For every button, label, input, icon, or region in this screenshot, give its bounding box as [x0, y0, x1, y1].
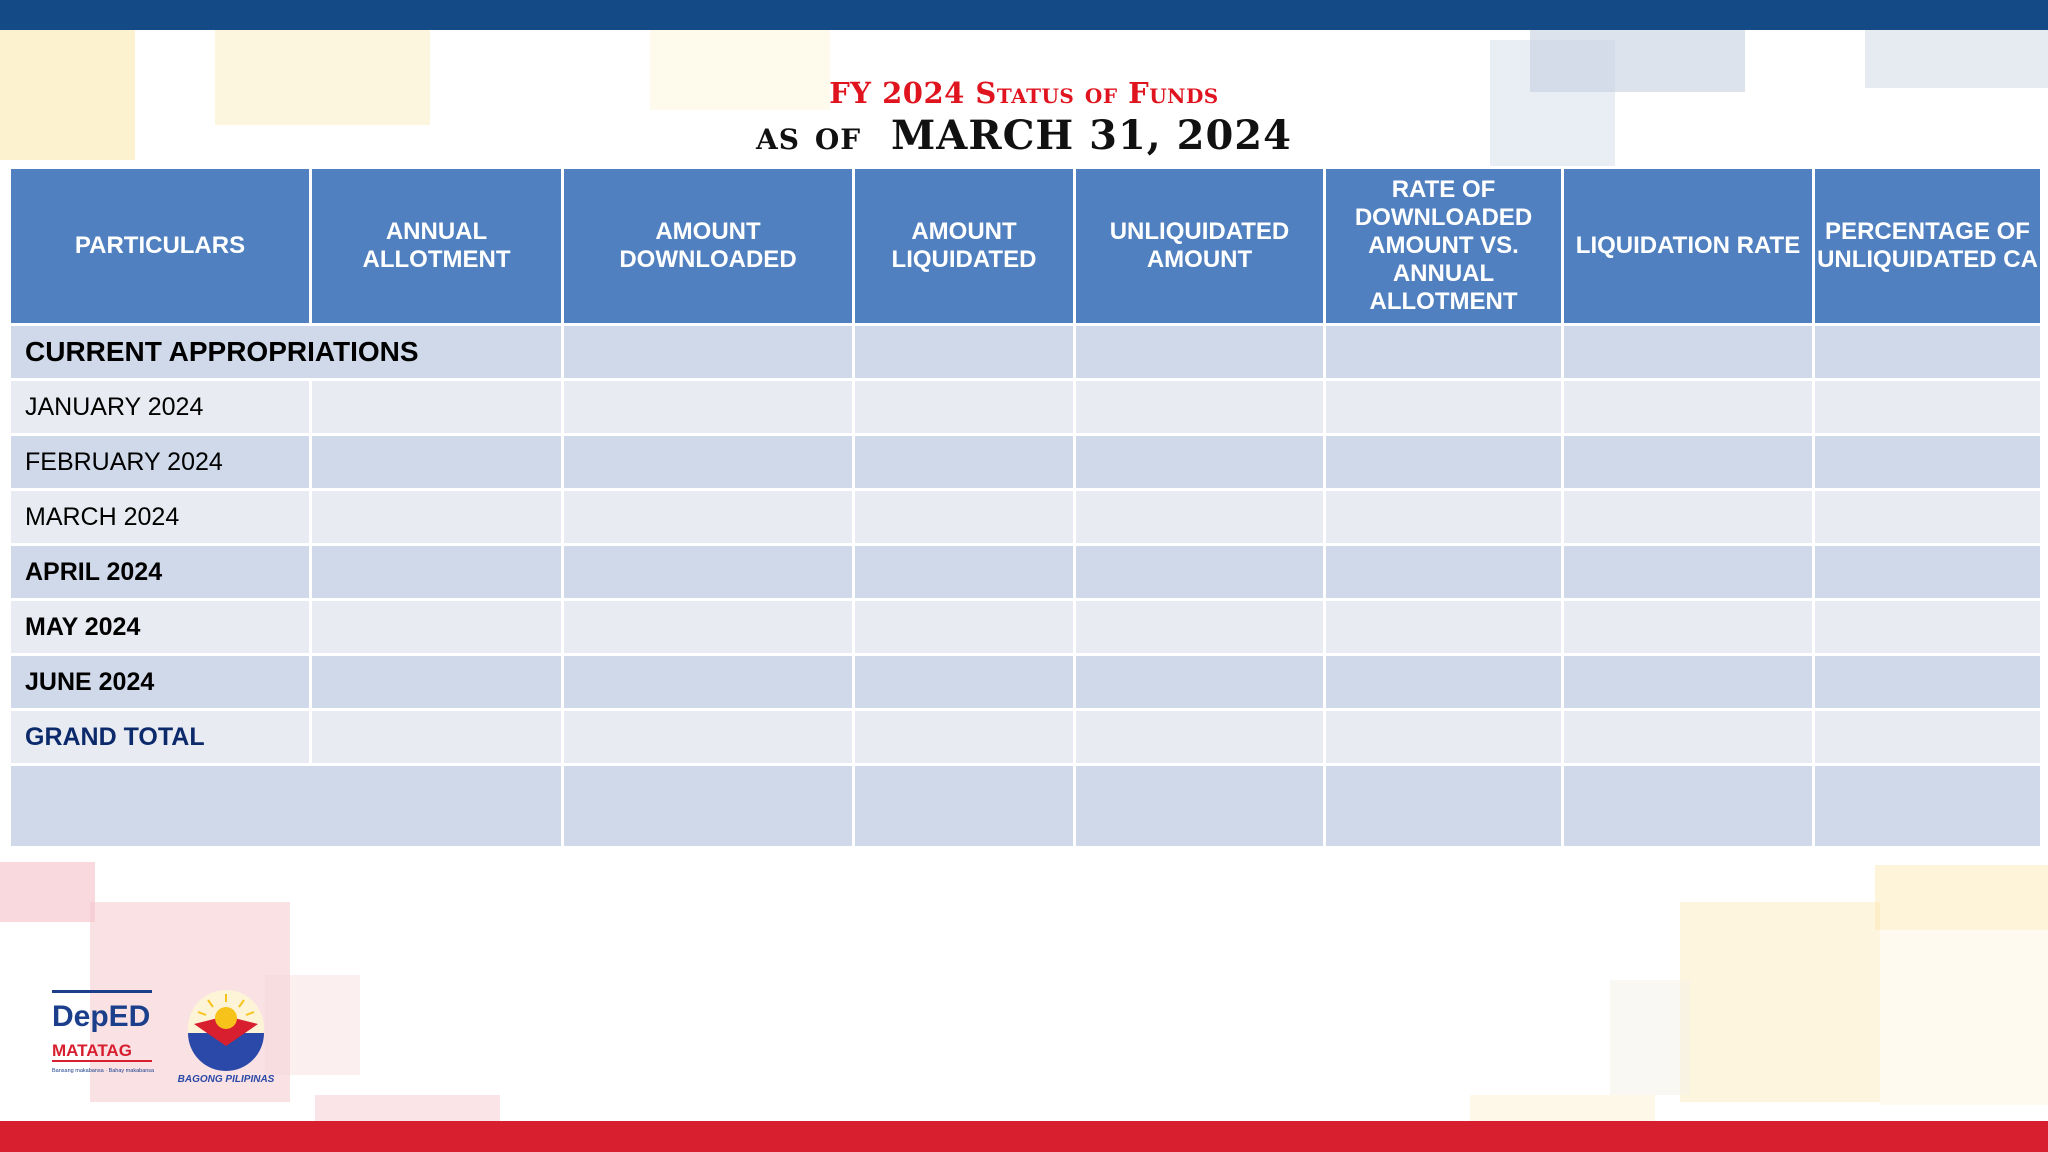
table-cell	[1075, 545, 1325, 600]
subtitle-prefix: as of	[756, 112, 862, 159]
table-cell	[1814, 655, 2042, 710]
column-header: AMOUNT DOWNLOADED	[563, 168, 854, 325]
table-cell	[1563, 380, 1814, 435]
row-label: JUNE 2024	[10, 655, 311, 710]
table-cell	[1563, 490, 1814, 545]
table-cell	[1814, 325, 2042, 380]
table-cell	[854, 435, 1075, 490]
table-cell	[1325, 710, 1563, 765]
table-cell	[1563, 600, 1814, 655]
table-cell	[1325, 435, 1563, 490]
table-cell	[854, 490, 1075, 545]
page-subtitle	[0, 112, 2048, 159]
table-cell	[1814, 545, 2042, 600]
table-cell	[563, 380, 854, 435]
decorative-square	[1610, 980, 1690, 1095]
table-cell	[311, 490, 563, 545]
column-header: PERCENTAGE OF UNLIQUIDATED CA	[1814, 168, 2042, 325]
table-row	[10, 435, 2042, 490]
table-cell	[1075, 490, 1325, 545]
column-header: PARTICULARS	[10, 168, 311, 325]
column-header: RATE OF DOWNLOADED AMOUNT VS. ANNUAL ALLOTMENT	[1325, 168, 1563, 325]
decorative-square	[315, 1095, 500, 1121]
table-cell	[1075, 765, 1325, 848]
row-label: MAY 2024	[10, 600, 311, 655]
table-cell	[563, 655, 854, 710]
table-cell	[311, 435, 563, 490]
table-cell	[1075, 655, 1325, 710]
deped-wordmark: DepED	[52, 1000, 151, 1033]
decorative-square	[1470, 1095, 1655, 1121]
row-label: MARCH 2024	[10, 490, 311, 545]
table-cell	[1325, 655, 1563, 710]
table-cell	[1563, 710, 1814, 765]
page-title: FY 2024 Status of Funds	[829, 76, 1219, 110]
table-cell	[854, 545, 1075, 600]
table-cell	[311, 655, 563, 710]
table-cell	[854, 710, 1075, 765]
table-cell	[1814, 710, 2042, 765]
table-cell	[1325, 765, 1563, 848]
top-accent-bar	[0, 0, 2048, 30]
table-cell	[1563, 325, 1814, 380]
table-cell	[311, 380, 563, 435]
table-row-total	[10, 710, 2042, 765]
decorative-square	[0, 862, 95, 922]
row-label: CURRENT APPROPRIATIONS	[10, 325, 563, 380]
table-cell	[854, 655, 1075, 710]
subtitle-date: MARCH 31, 2024	[891, 112, 1292, 159]
table-cell	[854, 765, 1075, 848]
decorative-square	[1880, 930, 2048, 1105]
bottom-accent-bar	[0, 1121, 2048, 1152]
bagong-pilipinas-wordmark: BAGONG PILIPINAS	[177, 1074, 275, 1085]
table-cell	[311, 710, 563, 765]
table-cell	[1814, 765, 2042, 848]
table-cell	[854, 325, 1075, 380]
table-cell	[854, 600, 1075, 655]
table-cell	[1325, 600, 1563, 655]
column-header: UNLIQUIDATED AMOUNT	[1075, 168, 1325, 325]
table-cell	[1075, 435, 1325, 490]
column-header: LIQUIDATION RATE	[1563, 168, 1814, 325]
table-cell	[563, 600, 854, 655]
table-cell	[1814, 490, 2042, 545]
table-cell	[311, 545, 563, 600]
table-cell	[10, 765, 563, 848]
row-label: JANUARY 2024	[10, 380, 311, 435]
table-row	[10, 655, 2042, 710]
table-cell	[563, 765, 854, 848]
table-row	[10, 600, 2042, 655]
table-cell	[563, 545, 854, 600]
column-header: ANNUAL ALLOTMENT	[311, 168, 563, 325]
table-row	[10, 490, 2042, 545]
row-label: APRIL 2024	[10, 545, 311, 600]
table-row	[10, 545, 2042, 600]
table-cell	[1814, 380, 2042, 435]
table-cell	[1814, 600, 2042, 655]
bagong-pilipinas-logo	[178, 990, 275, 1085]
decorative-square	[1680, 902, 1880, 1102]
table-cell	[563, 710, 854, 765]
table-cell	[563, 435, 854, 490]
table-cell	[1563, 765, 1814, 848]
table-row-blank	[10, 765, 2042, 848]
table-cell	[1325, 545, 1563, 600]
table-row	[10, 380, 2042, 435]
table-cell	[854, 380, 1075, 435]
table-cell	[1075, 380, 1325, 435]
table-cell	[1325, 490, 1563, 545]
deped-matatag-logo	[52, 990, 155, 1074]
matatag-wordmark: MATATAG	[52, 1041, 132, 1060]
deped-tagline: Bansang makabansa · Bahay makabansa	[52, 1068, 155, 1074]
row-label: GRAND TOTAL	[10, 710, 311, 765]
table-cell	[1563, 435, 1814, 490]
table-header-row	[10, 168, 2042, 325]
table-cell	[1075, 325, 1325, 380]
table-cell	[563, 490, 854, 545]
table-cell	[311, 600, 563, 655]
table-row-section	[10, 325, 2042, 380]
table-cell	[1325, 325, 1563, 380]
table-cell	[1563, 545, 1814, 600]
column-header: AMOUNT LIQUIDATED	[854, 168, 1075, 325]
status-of-funds-table	[8, 166, 2043, 849]
table-cell	[563, 325, 854, 380]
logos	[48, 988, 288, 1088]
decorative-square	[1875, 865, 2048, 930]
row-label: FEBRUARY 2024	[10, 435, 311, 490]
table-cell	[1814, 435, 2042, 490]
table-cell	[1075, 710, 1325, 765]
table-cell	[1563, 655, 1814, 710]
table-cell	[1075, 600, 1325, 655]
table-cell	[1325, 380, 1563, 435]
